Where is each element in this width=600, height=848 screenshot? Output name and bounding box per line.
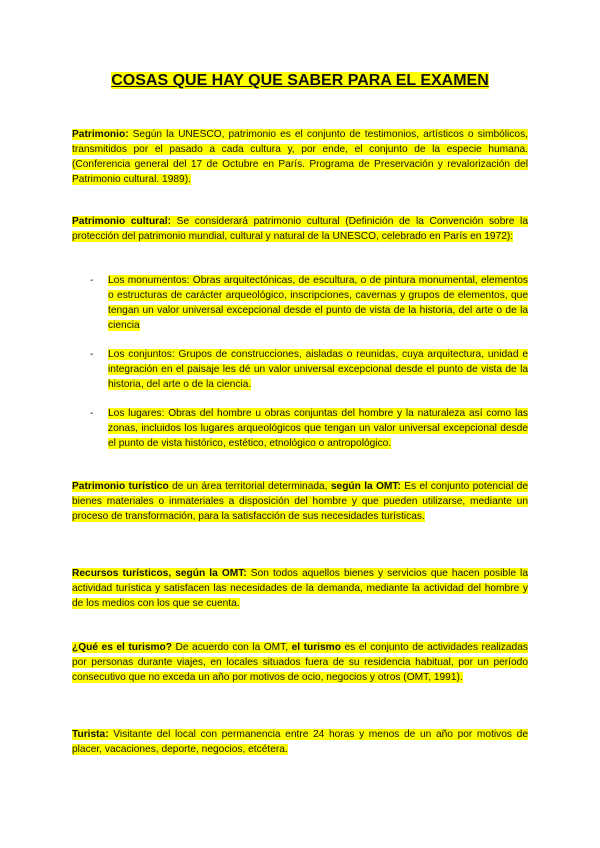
definition-text: Según la UNESCO, patrimonio es el conjunto de testimonios, artísticos o simbólicos, transmitidos por el pasado a cada cultura y, por ende, el conjunto de la especie humana. (Conferencia general del 17 de Octubre en París. Programa de Preservación y revalorización del Patrimonio cultural. 1989). (72, 129, 528, 185)
definition-text: Se considerará patrimonio cultural (Definición de la Convención sobre la protección del patrimonio mundial, cultural y natural de la UNESCO, celebrado en París en 1972): (72, 216, 528, 242)
term-patrimonio-cultural: Patrimonio cultural: (72, 216, 172, 227)
definition-text: Es el conjunto potencial de bienes materiales o inmateriales a disposición del hombre y que pueden utilizarse, mediante un proceso de transformación, para la satisfacción de sus necesidades turísticas. (72, 481, 529, 522)
definition-text: Son todos aquellos bienes y servicios que hacen posible la actividad turística y satisfacen las necesidades de la demanda, mediante la actividad del hombre y de los medios con los que se cuenta. (72, 568, 528, 609)
bullet-dash: - (90, 408, 94, 419)
term-recursos-turisticos: Recursos turísticos, según la OMT: (72, 568, 247, 579)
term-patrimonio-turistico: Patrimonio turístico (72, 481, 169, 492)
page-title-text: COSAS QUE HAY QUE SABER PARA EL EXAMEN (111, 72, 489, 89)
list-item-text: Los conjuntos: Grupos de construcciones, aisladas o reunidas, cuya arquitectura, unidad e integración en el paisaje les dé un valor universal excepcional desde el punto de vista de la historia, del arte o de la ciencia. (108, 349, 528, 390)
definition-turismo (72, 640, 528, 685)
definition-patrimonio-turistico (72, 479, 528, 524)
definition-text: Visitante del local con permanencia entre 24 horas y menos de un año por motivos de placer, vacaciones, deporte, negocios, etcétera. (72, 729, 528, 755)
list-item-conjuntos (108, 347, 528, 392)
bullet-dash: - (90, 275, 94, 286)
list-item-text: Los lugares: Obras del hombre u obras conjuntas del hombre y la naturaleza así como las zonas, incluidos los lugares arqueológicos que tengan un valor universal excepcional desde el punto de vista histórico, estético, etnológico o antropológico. (108, 408, 528, 449)
definition-text: De acuerdo con la OMT, (171, 642, 292, 653)
definition-recursos-turisticos (72, 566, 528, 611)
term-segun-omt: según la OMT: (330, 481, 401, 492)
definition-turista (72, 727, 528, 757)
term-patrimonio: Patrimonio: (72, 129, 129, 140)
definition-text: de un área territorial determinada, (168, 481, 331, 492)
term-el-turismo: el turismo (291, 642, 341, 653)
page-title (0, 72, 600, 90)
term-que-es-turismo: ¿Qué es el turismo? (72, 642, 172, 653)
bullet-dash: - (90, 349, 94, 360)
list-item-text: Los monumentos: Obras arquitectónicas, de escultura, o de pintura monumental, elementos o estructuras de carácter arqueológico, inscripciones, cavernas y grupos de elementos, que tengan un valor universal excepcional desde el punto de vista de la historia, del arte o de la ciencia (108, 275, 528, 331)
definition-text: es el conjunto de actividades realizadas por personas durante viajes, en locales situados fuera de su residencia habitual, por un período consecutivo que no exceda un año por motivos de ocio, negocios y otros (OMT, 1991). (72, 642, 528, 683)
definition-patrimonio-cultural (72, 214, 528, 244)
list-item-monumentos (108, 273, 528, 333)
definition-patrimonio (72, 127, 528, 187)
list-item-lugares (108, 406, 528, 451)
term-turista: Turista: (72, 729, 109, 740)
